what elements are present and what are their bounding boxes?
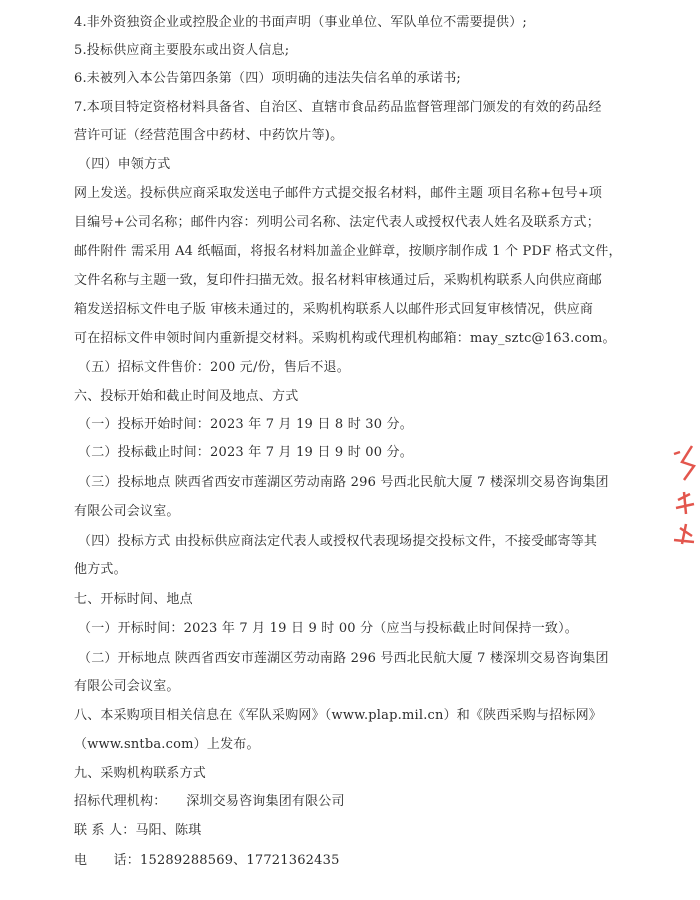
text-line: （www.sntba.com）上发布。 — [74, 737, 260, 752]
text-line: 联 系 人：马阳、陈琪 — [74, 823, 202, 838]
text-line: 网上发送。投标供应商采取发送电子邮件方式提交报名材料，邮件主题 项目名称+包号+项 — [74, 186, 603, 201]
seal-strokes — [674, 446, 694, 544]
text-line: 目编号+公司名称；邮件内容：列明公司名称、法定代表人或授权代表人姓名及联系方式； — [74, 215, 600, 230]
section-heading: 六、投标开始和截止时间及地点、方式 — [74, 389, 299, 404]
text-line: 有限公司会议室。 — [74, 504, 180, 519]
text-line: 有限公司会议室。 — [74, 679, 180, 694]
text-line: 营许可证（经营范围含中药材、中药饮片等)。 — [74, 128, 344, 143]
text-line: 八、本采购项目相关信息在《军队采购网》（www.plap.mil.cn）和《陕西采购与招标网》 — [74, 708, 602, 723]
text-line: 6.未被列入本公告第四条第（四）项明确的违法失信名单的承诺书; — [74, 71, 461, 86]
text-line: （一）投标开始时间：2023 年 7 月 19 日 8 时 30 分。 — [78, 417, 413, 432]
text-line: （二）投标截止时间：2023 年 7 月 19 日 9 时 00 分。 — [78, 445, 413, 460]
text-line: 电 话：15289288569、17721362435 — [74, 853, 340, 868]
section-heading: 九、采购机构联系方式 — [74, 766, 207, 781]
text-line: 7.本项目特定资格材料具备省、自治区、直辖市食品药品监督管理部门颁发的有效的药品经 — [74, 100, 602, 115]
red-seal-fragment — [664, 432, 700, 552]
section-heading: （四）申领方式 — [78, 157, 171, 172]
section-heading: 七、开标时间、地点 — [74, 592, 193, 607]
text-line: 招标代理机构： 深圳交易咨询集团有限公司 — [74, 794, 345, 809]
text-line: 他方式。 — [74, 562, 127, 577]
text-line: 5.投标供应商主要股东或出资人信息; — [74, 43, 290, 58]
text-line: 可在招标文件申领时间内重新提交材料。采购机构或代理机构邮箱：may_sztc@163.com。 — [74, 331, 616, 346]
text-line: （一）开标时间：2023 年 7 月 19 日 9 时 00 分（应当与投标截止时间保持一致）。 — [78, 621, 579, 636]
text-line: 箱发送招标文件电子版 审核未通过的，采购机构联系人以邮件形式回复审核情况，供应商 — [74, 302, 594, 317]
text-line: （三）投标地点 陕西省西安市莲湖区劳动南路 296 号西北民航大厦 7 楼深圳交易咨询集团 — [78, 475, 609, 490]
text-line: 文件名称与主题一致，复印件扫描无效。报名材料审核通过后，采购机构联系人向供应商邮 — [74, 273, 603, 288]
text-line: （二）开标地点 陕西省西安市莲湖区劳动南路 296 号西北民航大厦 7 楼深圳交易咨询集团 — [78, 651, 609, 666]
text-line: 4.非外资独资企业或控股企业的书面声明（事业单位、军队单位不需要提供）; — [74, 15, 527, 30]
text-line: （五）招标文件售价：200 元/份，售后不退。 — [78, 360, 350, 375]
text-line: （四）投标方式 由投标供应商法定代表人或授权代表现场提交投标文件，不接受邮寄等其 — [78, 534, 598, 549]
text-line: 邮件附件 需采用 A4 纸幅面，将报名材料加盖企业鲜章，按顺序制作成 1 个 PDF 格式文件， — [74, 244, 622, 259]
